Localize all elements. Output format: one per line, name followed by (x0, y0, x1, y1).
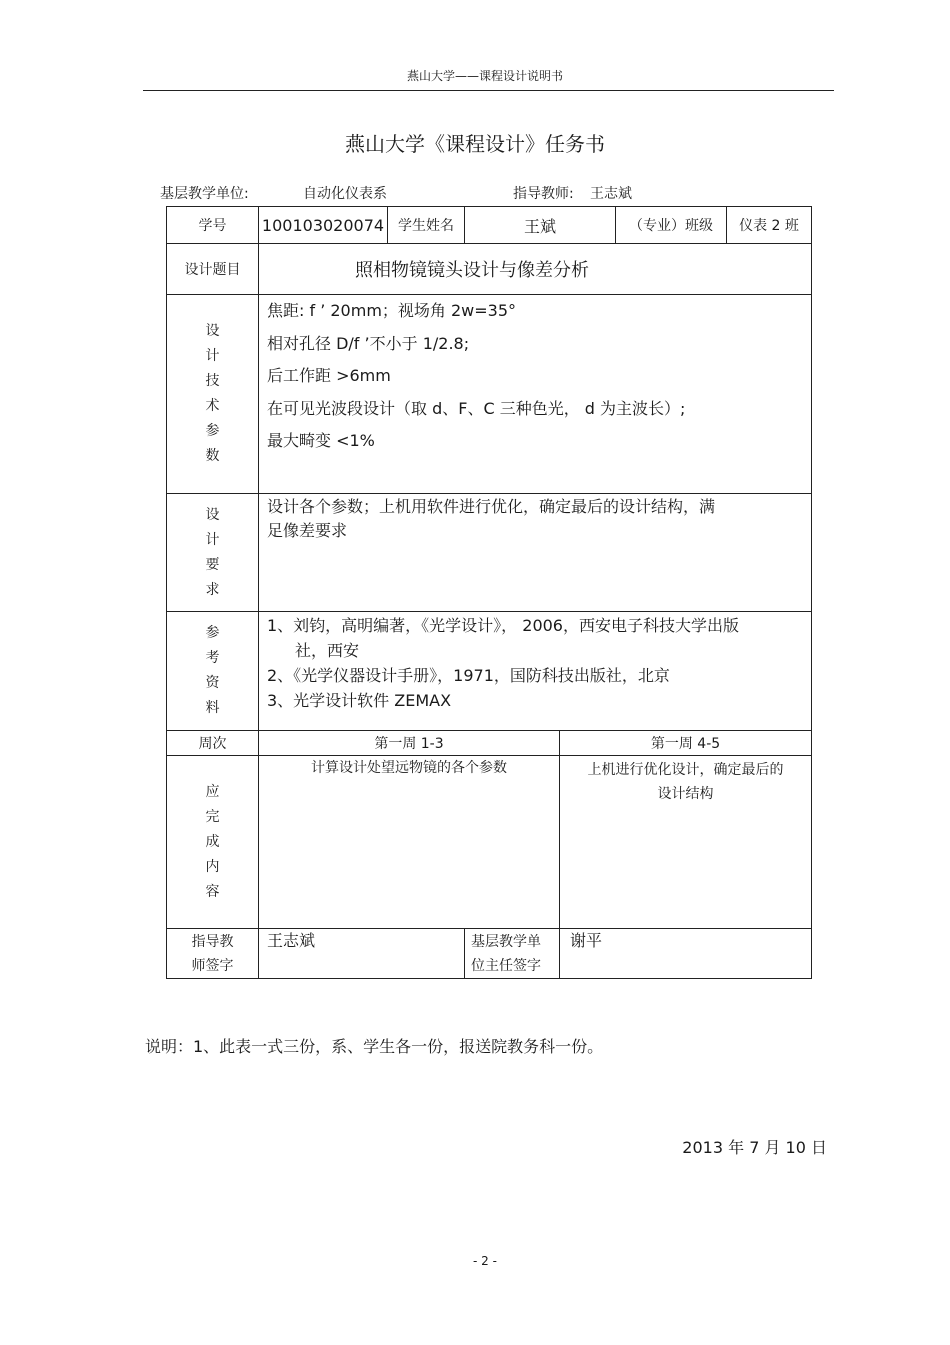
params-content (259, 295, 812, 494)
document-title: 燕山大学《课程设计》任务书 (345, 132, 605, 156)
table-row-weeks (167, 731, 812, 756)
unit-label: 基层教学单位: (160, 186, 249, 202)
class-value: 仪表 2 班 (727, 207, 812, 244)
header-divider (143, 90, 834, 91)
class-label: （专业）班级 (616, 207, 727, 244)
topic-value: 照相物镜镜头设计与像差分析 (259, 244, 812, 295)
document-date: 2013 年 7 月 10 日 (682, 1138, 827, 1157)
content-week-1: 计算设计处望远物镜的各个参数 (259, 756, 560, 929)
params-label: 设 计 技 术 参 数 (167, 295, 259, 494)
week-1: 第一周 1-3 (259, 731, 560, 756)
param-max-distortion: 最大畸变 <1% (267, 431, 375, 450)
note-text: 说明：1、此表一式三份，系、学生各一份，报送院教务科一份。 (145, 1037, 604, 1056)
topic-label: 设计题目 (167, 244, 259, 295)
student-name-value: 王斌 (465, 207, 616, 244)
references-label: 参 考 资 料 (167, 612, 259, 731)
table-row-references (167, 612, 812, 731)
week-2: 第一周 4-5 (560, 731, 812, 756)
head-signature-label: 基层教学单 位主任签字 (465, 929, 560, 979)
reference-item: 2、《光学仪器设计手册》，1971，国防科技出版社，北京 (267, 666, 670, 685)
advisor-signature-value: 王志斌 (259, 929, 465, 979)
param-relative-aperture: 相对孔径 D/f ’不小于 1/2.8; (267, 333, 470, 353)
page-header: 燕山大学——课程设计说明书 (406, 69, 563, 83)
student-id-value: 100103020074 (259, 207, 388, 244)
advisor-signature-label: 指导教 师签字 (167, 929, 259, 979)
table-row-content (167, 756, 812, 929)
advisor-value: 王志斌 (590, 186, 632, 202)
requirements-label: 设 计 要 求 (167, 494, 259, 612)
content-week-2: 上机进行优化设计，确定最后的 设计结构 (560, 756, 812, 929)
table-row-topic (167, 244, 812, 295)
content-label: 应 完 成 内 容 (167, 756, 259, 929)
reference-item: 3、光学设计软件 ZEMAX (267, 691, 452, 710)
week-label: 周次 (167, 731, 259, 756)
param-back-focal-distance: 后工作距 >6mm (267, 366, 391, 385)
student-id-label: 学号 (167, 207, 259, 244)
param-focal-length: 焦距: f ’ 20mm；视场角 2w=35° (267, 301, 517, 320)
reference-item: 1、刘钧，高明编著，《光学设计》， 2006，西安电子科技大学出版 (267, 616, 739, 635)
table-row-requirements (167, 494, 812, 612)
advisor-label: 指导教师: (513, 186, 574, 202)
reference-item-cont: 社，西安 (295, 641, 360, 660)
param-spectral-band: 在可见光波段设计（取 d、F、C 三种色光， d 为主波长）; (267, 398, 686, 418)
table-row-params (167, 295, 812, 494)
page-number: - 2 - (473, 1254, 497, 1268)
table-row-signatures (167, 929, 812, 979)
references-content (259, 612, 812, 731)
task-form-table (166, 206, 812, 979)
head-signature-value: 谢平 (560, 929, 812, 979)
student-name-label: 学生姓名 (388, 207, 465, 244)
table-row-student (167, 207, 812, 244)
unit-value: 自动化仪表系 (303, 186, 387, 202)
requirements-content: 设计各个参数；上机用软件进行优化，确定最后的设计结构，满 足像差要求 (259, 494, 812, 612)
